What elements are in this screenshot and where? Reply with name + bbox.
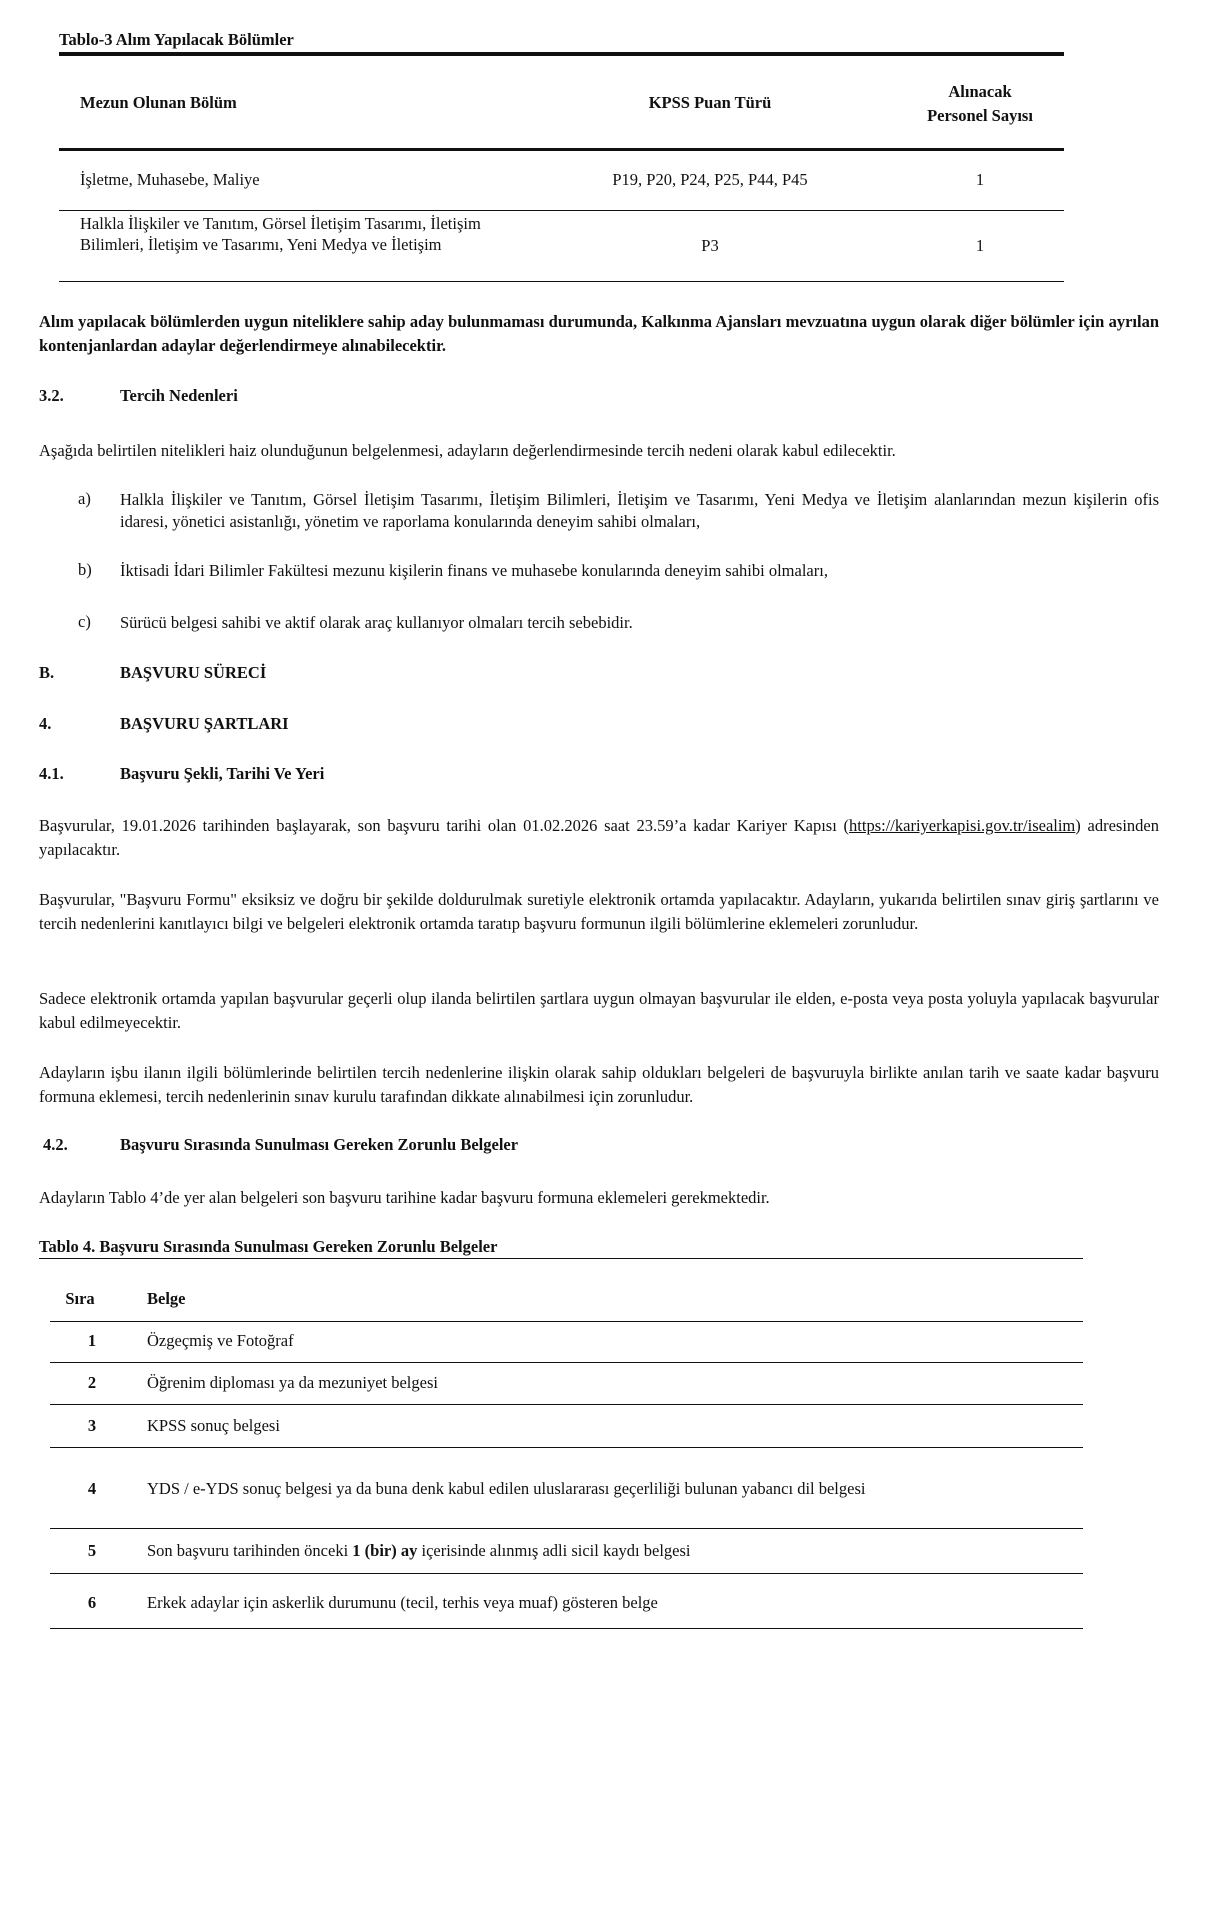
cell-bolum: Halkla İlişkiler ve Tanıtım, Görsel İletişim Tasarımı, İletişim Bilimleri, İletişim ve Tasarımı, Yeni Medya ve İletişim xyxy=(80,214,481,254)
paragraph-dates xyxy=(39,814,1159,861)
table4-bottom-rule xyxy=(50,1628,1083,1629)
table3-header-sayi xyxy=(890,80,1070,128)
table3-top-rule xyxy=(59,52,1064,56)
cell-sira: 1 xyxy=(87,1331,97,1350)
cell-belge: KPSS sonuç belgesi xyxy=(147,1416,280,1435)
cell-sira: 6 xyxy=(87,1593,97,1612)
table4-header-sira: Sıra xyxy=(65,1289,95,1308)
list-label: b) xyxy=(78,560,92,579)
header-sayi-line1: Alınacak xyxy=(948,82,1012,101)
cell-belge xyxy=(147,1541,690,1561)
section-number: B. xyxy=(39,663,55,682)
list-label: a) xyxy=(78,489,91,508)
cell-puan: P3 xyxy=(701,236,719,255)
row-divider xyxy=(59,210,1064,211)
row-divider xyxy=(50,1573,1083,1574)
table3-header-bolum: Mezun Olunan Bölüm xyxy=(80,93,237,112)
section-intro: Aşağıda belirtilen nitelikleri haiz olunduğunun belgelenmesi, adayların değerlendirmesinde tercih nedeni olarak kabul edilecektir. xyxy=(39,441,896,460)
text: Başvurular, 19.01.2026 tarihinden başlayarak, son başvuru tarihi olan 01.02.2026 saat 23.59’a kadar Kariyer Kapısı ( xyxy=(39,816,850,835)
row-divider xyxy=(50,1321,1083,1322)
table4-header-belge: Belge xyxy=(147,1289,186,1308)
paragraph: Adayların işbu ilanın ilgili bölümlerinde belirtilen tercih nedenlerine ilişkin olarak sahip oldukları belgeleri de başvuruyla birlikte anılan tarih ve saate kadar başvuru formuna eklemesi, tercih nedenlerinin sınav kurulu tarafından dikkate alınabilmesi için zorunludur. xyxy=(39,1063,1159,1106)
cell-belge: Erkek adaylar için askerlik durumunu (tecil, terhis veya muaf) gösteren belge xyxy=(147,1593,658,1612)
cell-sayi: 1 xyxy=(975,236,985,255)
cell-belge: YDS / e-YDS sonuç belgesi ya da buna denk kabul edilen uluslararası geçerliliği bulunan yabancı dil belgesi xyxy=(147,1479,866,1498)
table4-title: Tablo 4. Başvuru Sırasında Sunulması Gereken Zorunlu Belgeler xyxy=(39,1237,498,1256)
cell-sira: 4 xyxy=(87,1479,97,1498)
row-divider xyxy=(50,1404,1083,1405)
row-divider xyxy=(59,281,1064,282)
cell-belge: Özgeçmiş ve Fotoğraf xyxy=(147,1331,294,1350)
section-title: Tercih Nedenleri xyxy=(120,386,238,405)
section-title: BAŞVURU ŞARTLARI xyxy=(120,714,289,733)
text: Son başvuru tarihinden önceki xyxy=(147,1541,353,1560)
kariyer-kapisi-link[interactable]: https://kariyerkapisi.gov.tr/isealim xyxy=(849,816,1076,835)
section-intro: Adayların Tablo 4’de yer alan belgeleri son başvuru tarihine kadar başvuru formuna eklemeleri gerekmektedir. xyxy=(39,1188,770,1207)
cell-sayi: 1 xyxy=(975,170,985,189)
row-divider xyxy=(50,1362,1083,1363)
cell-sira: 3 xyxy=(87,1416,97,1435)
section-title: Başvuru Şekli, Tarihi Ve Yeri xyxy=(120,764,325,783)
section-title: BAŞVURU SÜRECİ xyxy=(120,663,267,682)
row-divider xyxy=(50,1528,1083,1529)
section-number: 4.1. xyxy=(39,764,64,783)
list-item: Sürücü belgesi sahibi ve aktif olarak araç kullanıyor olmaları tercih sebebidir. xyxy=(120,613,633,632)
list-item: Halkla İlişkiler ve Tanıtım, Görsel İletişim Tasarımı, İletişim Bilimleri, İletişim ve Tasarımı, Yeni Medya ve İletişim alanlarından mezun kişilerin ofis idaresi, yönetici asistanlığı, yönetim ve raporlama konularında deneyim sahibi olmaları, xyxy=(120,490,1159,531)
text-bold: 1 (bir) ay xyxy=(352,1541,418,1560)
cell-belge: Öğrenim diploması ya da mezuniyet belgesi xyxy=(147,1373,438,1392)
header-sayi-line2: Personel Sayısı xyxy=(927,106,1033,125)
text: ) adresinden yapılacaktır. xyxy=(39,816,1159,859)
section-number: 4.2. xyxy=(43,1135,68,1154)
cell-bolum: İşletme, Muhasebe, Maliye xyxy=(80,170,260,189)
paragraph: Başvurular, "Başvuru Formu" eksiksiz ve doğru bir şekilde doldurulmak suretiyle elektronik ortamda yapılacaktır. Adayların, yukarıda belirtilen sınav giriş şartlarını ve tercih nedenlerini kanıtlayıcı bilgi ve belgeleri elektronik ortamda taratıp başvuru formunun ilgili bölümlerine eklemeleri zorunludur. xyxy=(39,890,1159,933)
section-number: 4. xyxy=(39,714,52,733)
table3-header-puan: KPSS Puan Türü xyxy=(648,93,772,112)
paragraph: Sadece elektronik ortamda yapılan başvurular geçerli olup ilanda belirtilen şartlara uygun olmayan başvurular ile elden, e-posta veya posta yoluyla yapılacak başvurular kabul edilmeyecektir. xyxy=(39,989,1159,1032)
list-item: İktisadi İdari Bilimler Fakültesi mezunu kişilerin finans ve muhasebe konularında deneyim sahibi olmaları, xyxy=(120,561,828,580)
row-divider xyxy=(50,1447,1083,1448)
cell-sira: 2 xyxy=(87,1373,97,1392)
cell-puan: P19, P20, P24, P25, P44, P45 xyxy=(612,170,808,189)
table3-title: Tablo-3 Alım Yapılacak Bölümler xyxy=(59,30,294,49)
cell-sira: 5 xyxy=(87,1541,97,1560)
text: içerisinde alınmış adli sicil kaydı belgesi xyxy=(417,1541,691,1560)
section-title: Başvuru Sırasında Sunulması Gereken Zorunlu Belgeler xyxy=(120,1135,519,1154)
section-number: 3.2. xyxy=(39,386,64,405)
list-label: c) xyxy=(78,612,91,631)
table4-top-rule xyxy=(39,1258,1083,1259)
table3-header-rule xyxy=(59,148,1064,151)
note-bold: Alım yapılacak bölümlerden uygun niteliklere sahip aday bulunmaması durumunda, Kalkınma Ajansları mevzuatına uygun olarak diğer bölümler için ayrılan kontenjanlardan adaylar değerlendirmeye alınabilecektir. xyxy=(39,312,1159,355)
